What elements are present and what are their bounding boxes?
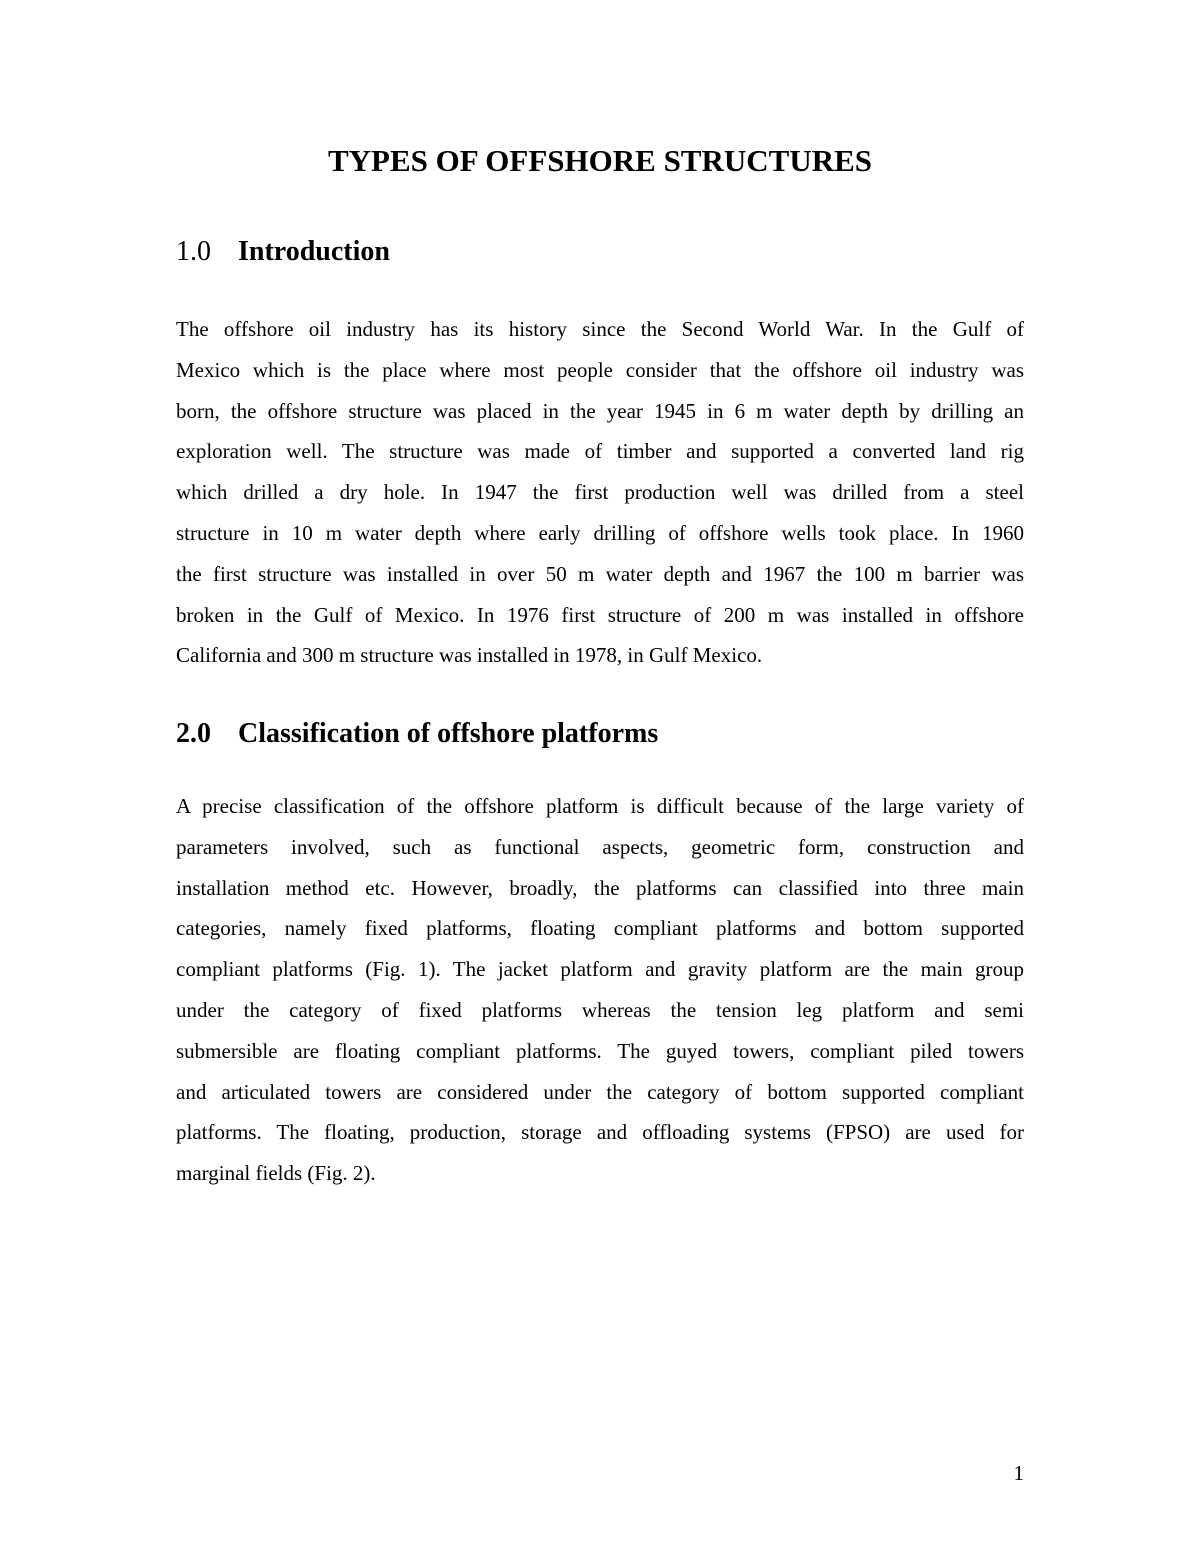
section-number: 1.0 bbox=[176, 236, 211, 267]
paragraph-line: parameters involved, such as functional aspects, geometric form, construction and bbox=[176, 834, 1024, 859]
document-title: TYPES OF OFFSHORE STRUCTURES bbox=[327, 143, 873, 178]
paragraph-line: A precise classification of the offshore platform is difficult because of the large variety of bbox=[176, 794, 1024, 818]
paragraph-line: the first structure was installed in over 50 m water depth and 1967 the 100 m barrier was bbox=[176, 561, 1024, 586]
introduction-paragraph bbox=[176, 309, 1024, 676]
paragraph-line: Mexico which is the place where most people consider that the offshore oil industry was bbox=[176, 357, 1024, 382]
classification-paragraph bbox=[176, 786, 1024, 1194]
paragraph-line: broken in the Gulf of Mexico. In 1976 first structure of 200 m was installed in offshore bbox=[176, 602, 1024, 627]
page-number: 1 bbox=[1013, 1461, 1024, 1485]
section-number: 2.0 bbox=[176, 718, 211, 749]
paragraph-line: platforms. The floating, production, storage and offloading systems (FPSO) are used for bbox=[176, 1120, 1024, 1145]
paragraph-line: which drilled a dry hole. In 1947 the first production well was drilled from a steel bbox=[176, 480, 1024, 505]
section-heading-introduction bbox=[176, 234, 390, 270]
section-title: Classification of offshore platforms bbox=[238, 718, 659, 749]
paragraph-line: under the category of fixed platforms whereas the tension leg platform and semi bbox=[176, 997, 1024, 1022]
section-title: Introduction bbox=[238, 236, 390, 267]
paragraph-line: The offshore oil industry has its history since the Second World War. In the Gulf of bbox=[176, 317, 1024, 341]
paragraph-line: installation method etc. However, broadly, the platforms can classified into three main bbox=[176, 875, 1024, 900]
paragraph-line: categories, namely fixed platforms, floating compliant platforms and bottom supported bbox=[176, 916, 1024, 941]
paragraph-line: California and 300 m structure was installed in 1978, in Gulf Mexico. bbox=[176, 643, 763, 668]
section-heading-classification bbox=[176, 716, 658, 752]
paragraph-line: marginal fields (Fig. 2). bbox=[176, 1161, 376, 1186]
paragraph-line: exploration well. The structure was made of timber and supported a converted land rig bbox=[176, 439, 1024, 464]
paragraph-line: submersible are floating compliant platforms. The guyed towers, compliant piled towers bbox=[176, 1038, 1024, 1063]
paragraph-line: born, the offshore structure was placed in the year 1945 in 6 m water depth by drilling an bbox=[176, 398, 1024, 423]
paragraph-line: and articulated towers are considered under the category of bottom supported compliant bbox=[176, 1079, 1024, 1104]
paragraph-line: structure in 10 m water depth where early drilling of offshore wells took place. In 1960 bbox=[176, 520, 1024, 545]
paragraph-line: compliant platforms (Fig. 1). The jacket platform and gravity platform are the main group bbox=[176, 957, 1024, 982]
